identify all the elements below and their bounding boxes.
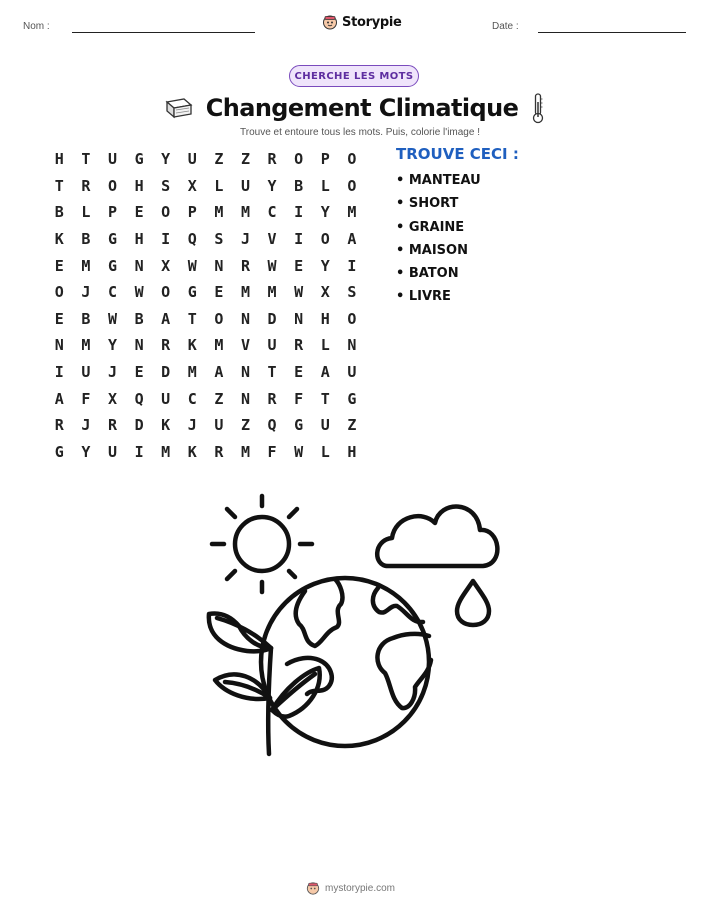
grid-cell: M	[214, 203, 224, 222]
grid-cell: O	[320, 230, 330, 249]
grid-cell: D	[267, 309, 277, 328]
grid-cell: M	[214, 336, 224, 355]
grid-cell: K	[161, 416, 171, 435]
grid-cell: L	[320, 442, 330, 461]
grid-cell: W	[134, 283, 144, 302]
grid-cell: Z	[240, 150, 250, 169]
grid-cell: M	[187, 363, 197, 382]
grid-cell: T	[81, 150, 91, 169]
grid-cell: N	[294, 309, 304, 328]
grid-cell: S	[214, 230, 224, 249]
grid-cell: D	[161, 363, 171, 382]
grid-cell: R	[81, 176, 91, 195]
grid-cell: M	[267, 283, 277, 302]
grid-cell: N	[240, 363, 250, 382]
grid-cell: J	[107, 363, 117, 382]
grid-cell: K	[187, 336, 197, 355]
name-label: Nom :	[23, 21, 50, 32]
grid-cell: I	[294, 230, 304, 249]
grid-cell: E	[134, 363, 144, 382]
grid-cell: N	[134, 256, 144, 275]
grid-cell: W	[294, 283, 304, 302]
grid-cell: Y	[267, 176, 277, 195]
raindrop-icon	[457, 581, 489, 625]
grid-cell: A	[347, 230, 357, 249]
grid-cell: Y	[107, 336, 117, 355]
grid-cell: Y	[320, 203, 330, 222]
grid-cell: Y	[320, 256, 330, 275]
grid-cell: X	[320, 283, 330, 302]
grid-cell: A	[161, 309, 171, 328]
grid-cell: G	[54, 442, 64, 461]
grid-cell: T	[320, 389, 330, 408]
grid-cell: P	[187, 203, 197, 222]
grid-cell: E	[214, 283, 224, 302]
grid-cell: O	[347, 150, 357, 169]
grid-cell: Q	[267, 416, 277, 435]
word-list-title: TROUVE CECI :	[396, 145, 519, 163]
grid-cell: B	[294, 176, 304, 195]
grid-cell: O	[294, 150, 304, 169]
storypie-mascot-icon	[306, 881, 320, 895]
grid-cell: O	[107, 176, 117, 195]
grid-cell: F	[294, 389, 304, 408]
earth-sun-cloud-plant-illustration	[195, 488, 515, 768]
grid-cell: R	[107, 416, 117, 435]
grid-cell: A	[54, 389, 64, 408]
brand-logo	[322, 13, 402, 31]
grid-cell: M	[240, 283, 250, 302]
grid-cell: G	[107, 256, 117, 275]
grid-cell: C	[187, 389, 197, 408]
grid-cell: U	[214, 416, 224, 435]
page-title: Changement Climatique	[205, 94, 519, 122]
grid-cell: B	[54, 203, 64, 222]
grid-cell: M	[347, 203, 357, 222]
word-item: • MANTEAU	[396, 173, 481, 188]
grid-cell: X	[161, 256, 171, 275]
grid-cell: I	[54, 363, 64, 382]
word-item: • MAISON	[396, 242, 468, 258]
grid-cell: T	[54, 176, 64, 195]
grid-cell: D	[134, 416, 144, 435]
date-label: Date :	[492, 21, 519, 32]
grid-cell: G	[347, 389, 357, 408]
grid-cell: R	[267, 389, 277, 408]
grid-cell: Z	[214, 150, 224, 169]
grid-cell: I	[347, 256, 357, 275]
grid-cell: R	[267, 150, 277, 169]
grid-cell: N	[134, 336, 144, 355]
grid-cell: P	[107, 203, 117, 222]
grid-cell: O	[347, 309, 357, 328]
activity-badge: CHERCHE LES MOTS	[289, 65, 419, 87]
grid-cell: B	[134, 309, 144, 328]
grid-cell: J	[81, 416, 91, 435]
grid-cell: G	[294, 416, 304, 435]
grid-cell: H	[54, 150, 64, 169]
grid-cell: W	[187, 256, 197, 275]
grid-cell: G	[187, 283, 197, 302]
grid-cell: S	[161, 176, 171, 195]
grid-cell: Q	[187, 230, 197, 249]
grid-cell: B	[81, 230, 91, 249]
grid-cell: E	[294, 363, 304, 382]
grid-cell: K	[187, 442, 197, 461]
grid-cell: L	[320, 336, 330, 355]
grid-cell: J	[240, 230, 250, 249]
grid-cell: O	[161, 203, 171, 222]
grid-cell: U	[240, 176, 250, 195]
grid-cell: M	[161, 442, 171, 461]
word-item: • LIVRE	[396, 289, 451, 305]
book-icon	[164, 96, 194, 120]
grid-cell: U	[347, 363, 357, 382]
grid-cell: I	[134, 442, 144, 461]
grid-cell: U	[267, 336, 277, 355]
thermometer-icon	[530, 92, 546, 124]
grid-cell: H	[320, 309, 330, 328]
grid-cell: M	[81, 336, 91, 355]
brand-name: Storypie	[342, 14, 402, 30]
grid-cell: I	[294, 203, 304, 222]
grid-cell: W	[294, 442, 304, 461]
grid-cell: F	[267, 442, 277, 461]
footer-brand	[306, 879, 395, 897]
grid-cell: H	[347, 442, 357, 461]
grid-cell: K	[54, 230, 64, 249]
grid-cell: O	[347, 176, 357, 195]
grid-cell: P	[320, 150, 330, 169]
grid-cell: J	[81, 283, 91, 302]
grid-cell: M	[240, 203, 250, 222]
grid-cell: X	[107, 389, 117, 408]
grid-cell: W	[267, 256, 277, 275]
grid-cell: E	[134, 203, 144, 222]
grid-cell: A	[214, 363, 224, 382]
grid-cell: J	[187, 416, 197, 435]
grid-cell: I	[161, 230, 171, 249]
grid-cell: N	[54, 336, 64, 355]
grid-cell: N	[347, 336, 357, 355]
grid-cell: O	[161, 283, 171, 302]
cloud-icon	[377, 507, 497, 566]
sun-icon	[212, 496, 312, 592]
grid-cell: B	[81, 309, 91, 328]
grid-cell: T	[187, 309, 197, 328]
grid-cell: G	[134, 150, 144, 169]
grid-cell: C	[267, 203, 277, 222]
grid-cell: U	[320, 416, 330, 435]
grid-cell: N	[240, 389, 250, 408]
page-title-row	[160, 90, 550, 126]
grid-cell: C	[107, 283, 117, 302]
word-list	[396, 172, 481, 312]
grid-cell: H	[134, 176, 144, 195]
grid-cell: N	[240, 309, 250, 328]
grid-cell: U	[81, 363, 91, 382]
grid-cell: O	[214, 309, 224, 328]
grid-cell: Z	[347, 416, 357, 435]
grid-cell: U	[161, 389, 171, 408]
grid-cell: U	[107, 442, 117, 461]
instructions: Trouve et entoure tous les mots. Puis, colorie l'image !	[240, 127, 480, 138]
grid-cell: M	[240, 442, 250, 461]
word-item: • BATON	[396, 266, 459, 282]
grid-cell: F	[81, 389, 91, 408]
grid-cell: S	[347, 283, 357, 302]
grid-cell: R	[54, 416, 64, 435]
grid-cell: Y	[161, 150, 171, 169]
date-line	[538, 32, 686, 33]
grid-cell: U	[187, 150, 197, 169]
footer-url[interactable]: mystorypie.com	[325, 882, 396, 894]
grid-cell: O	[54, 283, 64, 302]
grid-cell: V	[267, 230, 277, 249]
grid-cell: E	[54, 256, 64, 275]
grid-cell: Z	[240, 416, 250, 435]
grid-cell: H	[134, 230, 144, 249]
grid-cell: A	[320, 363, 330, 382]
earth-icon	[261, 578, 431, 746]
grid-cell: Z	[214, 389, 224, 408]
grid-cell: G	[107, 230, 117, 249]
grid-cell: R	[214, 442, 224, 461]
grid-cell: T	[267, 363, 277, 382]
grid-cell: U	[107, 150, 117, 169]
word-item: • GRAINE	[396, 219, 465, 235]
grid-cell: L	[81, 203, 91, 222]
grid-cell: L	[320, 176, 330, 195]
grid-cell: E	[54, 309, 64, 328]
grid-cell: W	[107, 309, 117, 328]
storypie-mascot-icon	[322, 14, 338, 30]
grid-cell: R	[240, 256, 250, 275]
grid-cell: Y	[81, 442, 91, 461]
grid-cell: X	[187, 176, 197, 195]
grid-cell: V	[240, 336, 250, 355]
word-item: • SHORT	[396, 196, 459, 212]
grid-cell: N	[214, 256, 224, 275]
grid-cell: R	[161, 336, 171, 355]
word-search-grid	[46, 146, 365, 465]
grid-cell: L	[214, 176, 224, 195]
grid-cell: R	[294, 336, 304, 355]
grid-cell: M	[81, 256, 91, 275]
grid-cell: E	[294, 256, 304, 275]
grid-cell: Q	[134, 389, 144, 408]
name-line	[72, 32, 255, 33]
